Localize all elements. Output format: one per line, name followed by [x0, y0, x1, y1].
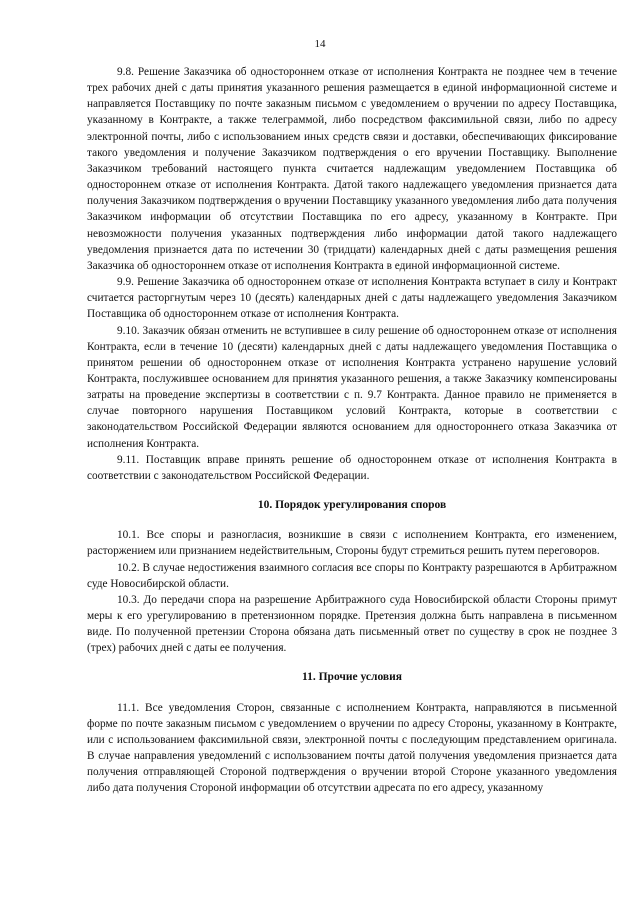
paragraph-10-1: 10.1. Все споры и разногласия, возникшие в связи с исполнением Контракта, его изменением, расторжением или признанием недействительным, Стороны будут стремиться решить путем переговоров. [87, 529, 617, 558]
paragraph-9-11: 9.11. Поставщик вправе принять решение об одностороннем отказе от исполнения Контракта в соответствии с законодательством Российской Федерации. [87, 453, 617, 482]
paragraph-10-3: 10.3. До передачи спора на разрешение Арбитражного суда Новосибирской области Стороны примут меры к его урегулированию в претензионном порядке. Претензия должна быть направлена в письменном виде. По полученной претензии Сторона обязана дать письменный ответ по существу в срок не позднее 3 (трех) рабочих дней с даты ее получения. [87, 593, 617, 655]
section-10-heading: 10. Порядок урегулирования споров [257, 499, 447, 512]
paragraph-10-2: 10.2. В случае недостижения взаимного согласия все споры по Контракту разрешаются в Арбитражном суде Новосибирской области. [87, 561, 617, 590]
section-11-heading: 11. Прочие условия [302, 671, 402, 684]
paragraph-11-1: 11.1. Все уведомления Сторон, связанные с исполнением Контракта, направляются в письменной форме по почте заказным письмом с уведомлением о вручении по адресу Стороны, указанному в Контракте, или с использованием факсимильной связи, электронной почты с последующим представлением оригинала. В случае направления уведомлений с использованием почты датой получения уведомления признается дата получения отправляющей Стороной подтверждения о вручении второй Стороне указанного уведомления либо дата получения Стороной информации об отсутствии адресата по его адресу, указанному [87, 701, 617, 795]
document-body [87, 64, 617, 797]
paragraph-9-8: 9.8. Решение Заказчика об одностороннем отказе от исполнения Контракта не позднее чем в течение трех рабочих дней с даты принятия указанного решения размещается в единой информационной системе и направляется Поставщику по почте заказным письмом с уведомлением о вручении по адресу Поставщика, указанному в Контракте, а также телеграммой, либо посредством факсимильной связи, либо по адресу электронной почты, либо с использованием иных средств связи и доставки, обеспечивающих фиксирование такого уведомления и получение Заказчиком подтверждения о его вручении Поставщику. Выполнение Заказчиком требований настоящего пункта считается надлежащим уведомлением Поставщика об одностороннем отказе от исполнения Контракта. Датой такого надлежащего уведомления признается дата получения Заказчиком подтверждения о вручении Поставщику указанного уведомления либо дата получения Заказчиком информации об отсутствии Поставщика по его адресу, указанному в Контракте. При невозможности получения указанных подтверждения либо информации датой такого надлежащего уведомления признается дата по истечении 30 (тридцати) календарных дней с даты размещения решения Заказчика об одностороннем отказе от исполнения Контракта в единой информационной системе. [87, 66, 617, 272]
paragraph-9-9: 9.9. Решение Заказчика об одностороннем отказе от исполнения Контракта вступает в силу и Контракт считается расторгнутым через 10 (десять) календарных дней с даты надлежащего уведомления Заказчиком Поставщика об одностороннем отказе от исполнения Контракта. [87, 276, 617, 321]
paragraph-9-10: 9.10. Заказчик обязан отменить не вступившее в силу решение об одностороннем отказе от исполнения Контракта, если в течение 10 (десяти) календарных дней с даты надлежащего уведомления Поставщика о принятом решении об одностороннем отказе от исполнения Контракта устранено нарушение условий Контракта, послужившее основанием для принятия указанного решения, а также Заказчику компенсированы затраты на проведение экспертизы в соответствии с п. 9.7 Контракта. Данное правило не применяется в случае повторного нарушения Поставщиком условий Контракта, которые в соответствии с законодательством Российской Федерации являются основанием для одностороннего отказа Заказчика от исполнения Контракта. [87, 324, 617, 450]
page-number: 14 [314, 38, 326, 50]
